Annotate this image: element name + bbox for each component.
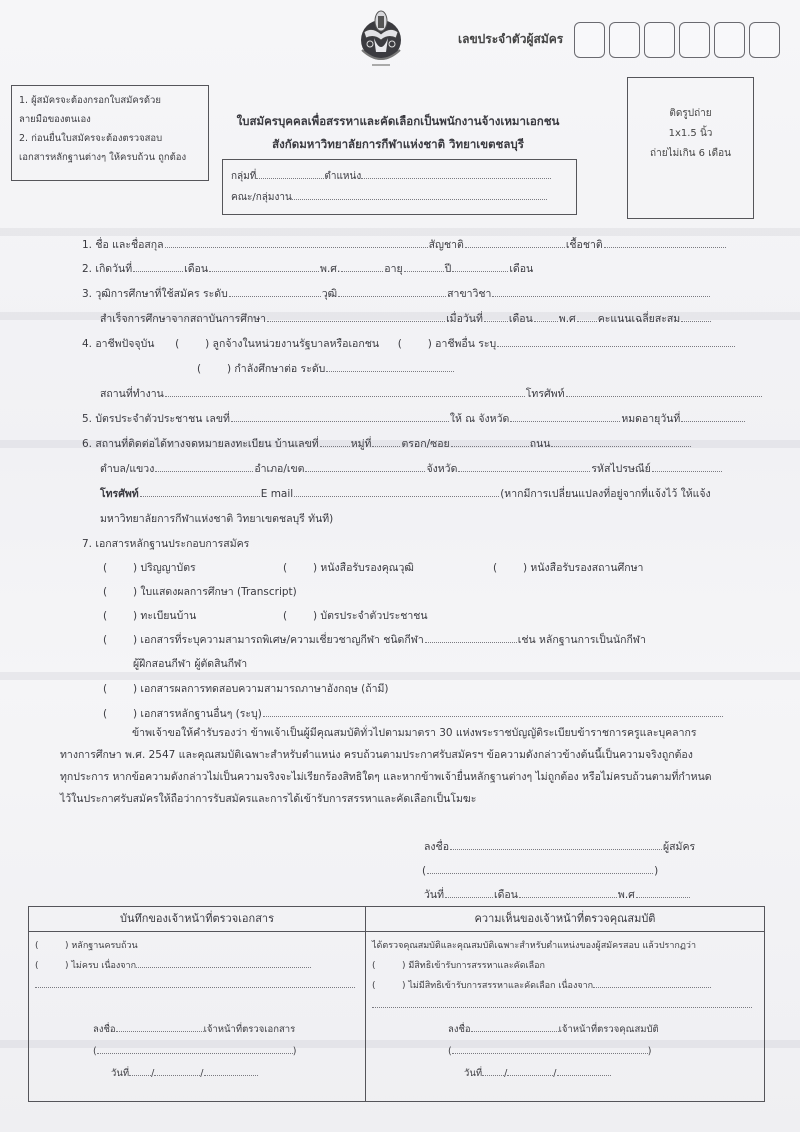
q6-row-3 bbox=[100, 485, 711, 502]
ineligible-reason-field-cont[interactable] bbox=[372, 996, 752, 1008]
other-occupation-field[interactable] bbox=[497, 335, 735, 347]
eligible-checkbox[interactable]: ( bbox=[372, 961, 376, 971]
q7-row-6 bbox=[103, 705, 724, 722]
qual-cert-checkbox[interactable]: ( bbox=[283, 562, 288, 574]
grad-date-label: เมื่อวันที่ bbox=[446, 313, 483, 325]
id-card-copy-label: ) บัตรประจำตัวประชาชน bbox=[313, 610, 428, 622]
doc-officer-day-field[interactable] bbox=[129, 1064, 151, 1076]
signature-label: ลงชื่อ bbox=[424, 841, 449, 853]
photo-size: 1x1.5 นิ้ว bbox=[668, 128, 713, 139]
address-label: 6. สถานที่ติดต่อได้ทางจดหมายลงทะเบียน บ้านเลขที่ bbox=[82, 438, 319, 450]
docs-complete-checkbox[interactable]: ( bbox=[35, 941, 39, 951]
applicant-id-boxes bbox=[574, 22, 780, 58]
q4-row-3 bbox=[100, 385, 763, 402]
ethnicity-label: เชื้อชาติ bbox=[565, 239, 603, 251]
sport-doc-example: เช่น หลักฐานการเป็นนักกีฬา bbox=[517, 634, 646, 646]
scan-artifact bbox=[0, 228, 800, 236]
group-field[interactable] bbox=[256, 167, 324, 179]
documents-label: 7. เอกสารหลักฐานประกอบการสมัคร bbox=[82, 538, 250, 550]
birth-day-field[interactable] bbox=[133, 260, 183, 272]
ineligible-reason-field[interactable] bbox=[593, 976, 711, 988]
qual-officer-signature-field[interactable] bbox=[471, 1020, 559, 1032]
other-docs-checkbox[interactable]: ( bbox=[103, 708, 108, 720]
inst-cert-label: ) หนังสือรับรองสถานศึกษา bbox=[523, 562, 644, 574]
q4-row-2 bbox=[197, 360, 455, 377]
other-occupation-checkbox[interactable]: ( bbox=[397, 338, 402, 350]
soi-field[interactable] bbox=[451, 435, 529, 447]
email-label: E mail bbox=[260, 488, 294, 500]
nationality-label: สัญชาติ bbox=[428, 239, 464, 251]
applicant-id-digit-box[interactable] bbox=[679, 22, 710, 58]
sport-doc-example-cont: ผู้ฝึกสอนกีฬา ผู้ตัดสินกีฬา bbox=[133, 658, 248, 670]
q3-row-2 bbox=[100, 310, 712, 327]
qual-officer-year-field[interactable] bbox=[557, 1064, 611, 1076]
scan-artifact bbox=[0, 672, 800, 680]
date-separator: / bbox=[504, 1068, 508, 1079]
house-reg-checkbox[interactable]: ( bbox=[103, 610, 108, 622]
birth-year-label: พ.ศ. bbox=[320, 263, 341, 275]
declaration-line: ทางการศึกษา พ.ศ. 2547 และคุณสมบัติเฉพาะสำหรับตำแหน่ง ครบถ้วนตามประกาศรับสมัครฯ ข้อความดังกล่าวข้างต้นนี้เป็นความจริงถูกต้อง bbox=[60, 749, 693, 761]
postcode-field[interactable] bbox=[652, 460, 722, 472]
months-label: เดือน bbox=[509, 263, 534, 275]
inst-cert-checkbox[interactable]: ( bbox=[493, 562, 498, 574]
qual-officer-month-field[interactable] bbox=[507, 1064, 553, 1076]
qual-officer-name-field[interactable] bbox=[452, 1042, 648, 1054]
road-label: ถนน bbox=[529, 438, 551, 450]
instruction-line: ลายมือของตนเอง bbox=[19, 114, 91, 125]
applicant-role-label: ผู้สมัคร bbox=[663, 841, 696, 853]
form-subtitle: สังกัดมหาวิทยาลัยการกีฬาแห่งชาติ วิทยาเขตชลบุรี bbox=[272, 137, 524, 151]
applicant-id-digit-box[interactable] bbox=[574, 22, 605, 58]
doc-officer-signature-field[interactable] bbox=[116, 1020, 204, 1032]
doc-officer-year-field[interactable] bbox=[204, 1064, 258, 1076]
email-field[interactable] bbox=[294, 485, 499, 497]
moo-label: หมู่ที่ bbox=[350, 438, 372, 450]
work-phone-field[interactable] bbox=[566, 385, 762, 397]
applicant-printed-name-field[interactable] bbox=[427, 862, 653, 874]
incomplete-reason-field-cont[interactable] bbox=[35, 976, 355, 988]
faculty-field[interactable] bbox=[292, 188, 547, 200]
age-label: อายุ bbox=[384, 263, 403, 275]
position-label: ตำแหน่ง bbox=[324, 171, 362, 182]
q7-heading bbox=[82, 535, 249, 552]
grad-month-field[interactable] bbox=[534, 310, 558, 322]
instruction-line: เอกสารหลักฐานต่างๆ ให้ครบถ้วน ถูกต้อง bbox=[19, 152, 187, 163]
degree-cert-label: ) ปริญญาบัตร bbox=[133, 562, 196, 574]
qual-officer-sign-label: ลงชื่อ bbox=[448, 1024, 471, 1035]
birth-month-label: เดือน bbox=[184, 263, 209, 275]
birth-month-field[interactable] bbox=[209, 260, 319, 272]
contact-phone-label: โทรศัพท์ bbox=[100, 488, 139, 500]
grad-day-field[interactable] bbox=[484, 310, 508, 322]
institution-label: สำเร็จการศึกษาจากสถาบันการศึกษา bbox=[100, 313, 267, 325]
sport-type-field[interactable] bbox=[425, 631, 517, 643]
years-label: ปี bbox=[444, 263, 452, 275]
qual-officer-day-field[interactable] bbox=[482, 1064, 504, 1076]
q3-row bbox=[82, 285, 711, 302]
close-paren: ) bbox=[654, 865, 659, 877]
doc-officer-sign-label: ลงชื่อ bbox=[93, 1024, 116, 1035]
docs-incomplete-checkbox[interactable]: ( bbox=[35, 961, 39, 971]
house-number-field[interactable] bbox=[320, 435, 350, 447]
form-title: ใบสมัครบุคคลเพื่อสรรหาและคัดเลือกเป็นพนักงานจ้างเหมาเอกชน bbox=[236, 114, 560, 128]
ineligible-checkbox[interactable]: ( bbox=[372, 981, 376, 991]
soi-label: ตรอก/ซอย bbox=[401, 438, 450, 450]
road-field[interactable] bbox=[551, 435, 691, 447]
docs-complete-label: ) หลักฐานครบถ้วน bbox=[65, 941, 138, 951]
open-paren: ( bbox=[448, 1046, 452, 1057]
work-phone-label: โทรศัพท์ bbox=[525, 388, 565, 400]
photo-age-requirement: ถ่ายไม่เกิน 6 เดือน bbox=[650, 148, 731, 159]
english-test-checkbox[interactable]: ( bbox=[103, 683, 108, 695]
document-officer-column bbox=[29, 907, 366, 1101]
position-field[interactable] bbox=[361, 167, 551, 179]
workplace-label: สถานที่ทำงาน bbox=[100, 388, 164, 400]
province-label: จังหวัด bbox=[426, 463, 458, 475]
english-test-label: ) เอกสารผลการทดสอบความสามารถภาษาอังกฤษ (ถ้ามี) bbox=[133, 683, 389, 695]
instruction-line: 2. ก่อนยื่นใบสมัครจะต้องตรวจสอบ bbox=[19, 133, 163, 144]
declaration-line: ไว้ในประกาศรับสมัครให้ถือว่าการรับสมัครและการได้เข้ารับการสรรหาและคัดเลือกเป็นโมฆะ bbox=[60, 793, 477, 805]
applicant-id-digit-box[interactable] bbox=[714, 22, 745, 58]
close-paren: ) bbox=[292, 1046, 297, 1057]
address-change-note-cont: มหาวิทยาลัยการกีฬาแห่งชาติ วิทยาเขตชลบุรี ทันที) bbox=[100, 513, 334, 525]
subdistrict-field[interactable] bbox=[155, 460, 253, 472]
qualification-intro: ได้ตรวจคุณสมบัติและคุณสมบัติเฉพาะสำหรับตำแหน่งของผู้สมัครสอบ แล้วปรากฏว่า bbox=[372, 941, 697, 951]
studying-checkbox[interactable]: ( bbox=[197, 363, 202, 375]
house-reg-label: ) ทะเบียนบ้าน bbox=[133, 610, 197, 622]
group-label: กลุ่มที่ bbox=[231, 171, 257, 182]
id-expiry-label: หมดอายุวันที่ bbox=[621, 413, 681, 425]
education-level-field[interactable] bbox=[229, 285, 321, 297]
degree-cert-checkbox[interactable]: ( bbox=[103, 562, 108, 574]
incomplete-reason-field[interactable] bbox=[136, 956, 311, 968]
q6-row-2 bbox=[100, 460, 723, 477]
q7-row-2 bbox=[103, 583, 297, 600]
q2-row bbox=[82, 260, 533, 277]
applicant-signature-field[interactable] bbox=[450, 838, 662, 850]
university-emblem-icon bbox=[352, 6, 410, 70]
applicant-id-digit-box[interactable] bbox=[749, 22, 780, 58]
doc-officer-name-field[interactable] bbox=[97, 1042, 293, 1054]
degree-field[interactable] bbox=[338, 285, 446, 297]
name-label: 1. ชื่อ และชื่อสกุล bbox=[82, 239, 164, 251]
qual-officer-date-label: วันที่ bbox=[464, 1068, 483, 1079]
applicant-date-row bbox=[424, 886, 691, 903]
docs-incomplete-label: ) ไม่ครบ เนื่องจาก bbox=[65, 961, 137, 971]
sport-doc-label: ) เอกสารที่ระบุความสามารถพิเศษ/ความเชี่ยวชาญกีฬา ชนิดกีฬา bbox=[133, 634, 424, 646]
grad-year-label: พ.ศ bbox=[558, 313, 576, 325]
eligible-label: ) มีสิทธิเข้ารับการสรรหาและคัดเลือก bbox=[402, 961, 545, 971]
declaration-paragraph bbox=[60, 722, 770, 810]
major-field[interactable] bbox=[492, 285, 710, 297]
district-label: อำเภอ/เขต bbox=[254, 463, 305, 475]
sign-year-label: พ.ศ bbox=[617, 889, 635, 901]
doc-officer-role-label: เจ้าหน้าที่ตรวจเอกสาร bbox=[203, 1024, 296, 1035]
grad-year-field[interactable] bbox=[577, 310, 597, 322]
open-paren: ( bbox=[422, 865, 427, 877]
q7-row-4-cont bbox=[133, 655, 247, 672]
instructions-box bbox=[11, 85, 209, 181]
date-separator: / bbox=[200, 1068, 204, 1079]
id-issued-label: ให้ ณ จังหวัด bbox=[449, 413, 510, 425]
qual-cert-label: ) หนังสือรับรองคุณวุฒิ bbox=[313, 562, 414, 574]
photo-box bbox=[627, 77, 754, 219]
other-docs-field[interactable] bbox=[263, 705, 723, 717]
document-officer-header: บันทึกของเจ้าหน้าที่ตรวจเอกสาร bbox=[29, 907, 365, 932]
sign-year-field[interactable] bbox=[636, 886, 690, 898]
declaration-line: ทุกประการ หากข้อความดังกล่าวไม่เป็นความจริงจะไม่เรียกร้องสิทธิใดๆ และหากข้าพเจ้ายื่นหลักฐานต่างๆ ไม่ถูกต้อง หรือไม่ครบถ้วนตามที่กำหนด bbox=[60, 771, 712, 783]
q1-row bbox=[82, 236, 727, 253]
age-months-field[interactable] bbox=[452, 260, 508, 272]
subdistrict-label: ตำบล/แขวง bbox=[100, 463, 155, 475]
sign-month-label: เดือน bbox=[494, 889, 518, 901]
employee-checkbox[interactable]: ( bbox=[175, 338, 180, 350]
open-paren: ( bbox=[93, 1046, 97, 1057]
district-field[interactable] bbox=[305, 460, 425, 472]
applicant-id-digit-box[interactable] bbox=[644, 22, 675, 58]
other-occupation-label: ) อาชีพอื่น ระบุ bbox=[427, 338, 497, 350]
faculty-label: คณะ/กลุ่มงาน bbox=[231, 192, 292, 203]
id-expiry-field[interactable] bbox=[681, 410, 745, 422]
other-docs-label: ) เอกสารหลักฐานอื่นๆ (ระบุ) bbox=[133, 708, 262, 720]
photo-instruction: ติดรูปถ่าย bbox=[669, 108, 712, 119]
grad-month-label: เดือน bbox=[508, 313, 533, 325]
studying-label: ) กำลังศึกษาต่อ ระดับ bbox=[227, 363, 326, 375]
gpa-field[interactable] bbox=[681, 310, 711, 322]
qualification-officer-column bbox=[366, 907, 764, 1101]
instruction-line: 1. ผู้สมัครจะต้องกรอกใบสมัครด้วย bbox=[19, 95, 161, 106]
workplace-field[interactable] bbox=[165, 385, 525, 397]
doc-officer-date-label: วันที่ bbox=[111, 1068, 130, 1079]
id-card-label: 5. บัตรประจำตัวประชาชน เลขที่ bbox=[82, 413, 230, 425]
doc-officer-month-field[interactable] bbox=[154, 1064, 200, 1076]
gpa-label: คะแนนเฉลี่ยสะสม bbox=[597, 313, 681, 325]
q7-row-5 bbox=[103, 680, 389, 697]
id-issued-province-field[interactable] bbox=[510, 410, 620, 422]
institution-field[interactable] bbox=[267, 310, 445, 322]
q7-row-1 bbox=[103, 559, 643, 576]
full-name-field[interactable] bbox=[165, 236, 428, 248]
applicant-printed-name-row bbox=[422, 862, 658, 877]
sign-day-field[interactable] bbox=[445, 886, 493, 898]
occupation-label: 4. อาชีพปัจจุบัน bbox=[82, 338, 155, 350]
contact-phone-field[interactable] bbox=[140, 485, 260, 497]
ineligible-label: ) ไม่มีสิทธิเข้ารับการสรรหาและคัดเลือก เนื่องจาก bbox=[402, 981, 594, 991]
q6-row-4 bbox=[100, 510, 333, 527]
qualification-officer-header: ความเห็นของเจ้าหน้าที่ตรวจคุณสมบัติ bbox=[366, 907, 764, 932]
id-card-copy-checkbox[interactable]: ( bbox=[283, 610, 288, 622]
sport-doc-checkbox[interactable]: ( bbox=[103, 634, 108, 646]
degree-label: วุฒิ bbox=[321, 288, 338, 300]
address-change-note: (หากมีการเปลี่ยนแปลงที่อยู่จากที่แจ้งไว้ ให้แจ้ง bbox=[500, 488, 711, 500]
date-separator: / bbox=[151, 1068, 155, 1079]
q4-row bbox=[82, 335, 736, 352]
birth-date-label: 2. เกิดวันที่ bbox=[82, 263, 133, 275]
province-field[interactable] bbox=[458, 460, 590, 472]
applicant-id-digit-box[interactable] bbox=[609, 22, 640, 58]
officer-table bbox=[28, 906, 765, 1102]
declaration-line: ข้าพเจ้าขอให้คำรับรองว่า ข้าพเจ้าเป็นผู้มีคุณสมบัติทั่วไปตามมาตรา 30 แห่งพระราชบัญญัติระเบียบข้าราชการครูและบุคลากร bbox=[132, 727, 697, 739]
id-card-number-field[interactable] bbox=[231, 410, 449, 422]
position-box bbox=[222, 159, 577, 215]
applicant-signature-row bbox=[424, 838, 695, 855]
q7-row-4 bbox=[103, 631, 646, 648]
moo-field[interactable] bbox=[372, 435, 400, 447]
education-level-label: 3. วุฒิการศึกษาที่ใช้สมัคร ระดับ bbox=[82, 288, 228, 300]
major-label: สาขาวิชา bbox=[447, 288, 492, 300]
transcript-label: ) ใบแสดงผลการศึกษา (Transcript) bbox=[133, 586, 297, 598]
date-separator: / bbox=[553, 1068, 557, 1079]
qual-officer-role-label: เจ้าหน้าที่ตรวจคุณสมบัติ bbox=[558, 1024, 659, 1035]
close-paren: ) bbox=[647, 1046, 652, 1057]
employee-option-label: ) ลูกจ้างในหน่วยงานรัฐบาลหรือเอกชน bbox=[205, 338, 380, 350]
transcript-checkbox[interactable]: ( bbox=[103, 586, 108, 598]
ethnicity-field[interactable] bbox=[604, 236, 726, 248]
q7-row-3 bbox=[103, 607, 428, 624]
applicant-id-label: เลขประจำตัวผู้สมัคร bbox=[458, 32, 564, 46]
q6-row bbox=[82, 435, 692, 452]
postcode-label: รหัสไปรษณีย์ bbox=[591, 463, 651, 475]
age-years-field[interactable] bbox=[404, 260, 444, 272]
birth-year-field[interactable] bbox=[341, 260, 383, 272]
sign-date-label: วันที่ bbox=[424, 889, 444, 901]
sign-month-field[interactable] bbox=[519, 886, 617, 898]
study-level-field[interactable] bbox=[326, 360, 454, 372]
q5-row bbox=[82, 410, 746, 427]
nationality-field[interactable] bbox=[465, 236, 565, 248]
